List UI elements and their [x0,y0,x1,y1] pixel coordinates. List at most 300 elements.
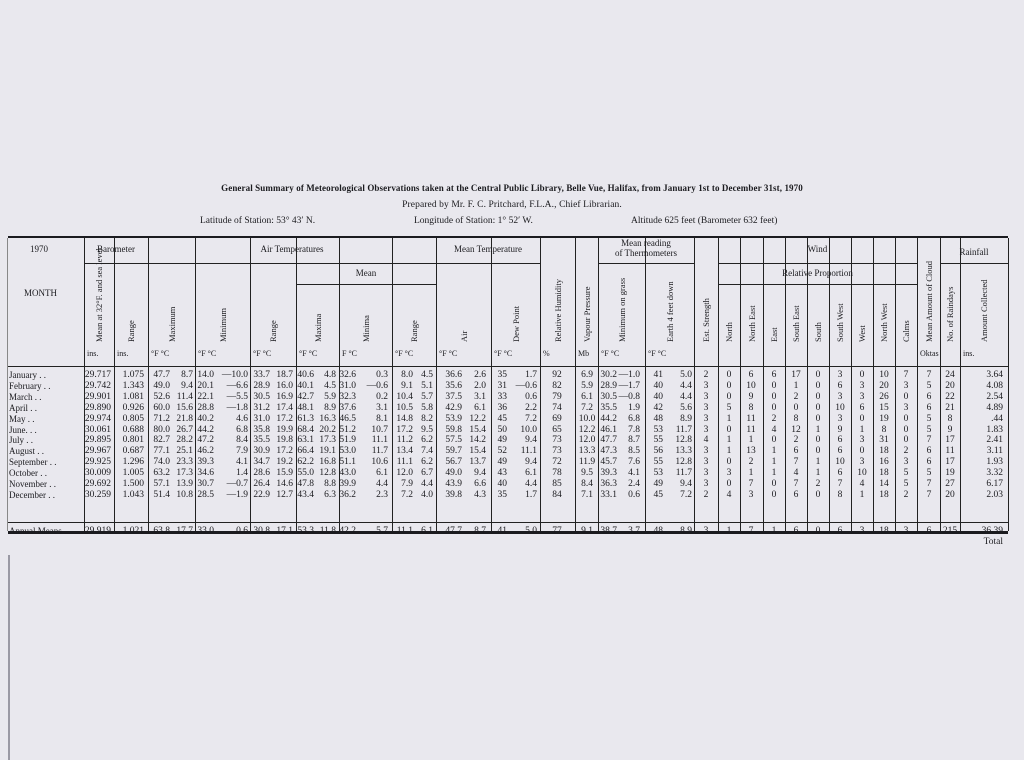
table-cell: 55.0 [297,468,314,479]
table-cell: 1 [726,446,732,457]
table-cell: 44.2 [600,413,617,424]
table-cell: 17.3 [176,468,193,479]
table-cell: 39.3 [197,457,214,468]
month-label: MONTH [24,288,57,298]
annual-means-value: 3 [703,526,709,536]
table-cell: 0 [903,391,909,402]
table-cell: 71.2 [153,413,170,424]
table-cell: 15.4 [469,424,486,435]
unit-label-amount: ins. [963,349,975,358]
table-cell: 11 [945,446,955,457]
table-cell: 40.6 [297,370,314,380]
table-cell: 5.8 [421,402,433,413]
table-cell: 3.1 [474,391,486,402]
table-cell: 0 [903,424,909,435]
annual-means-value: 3 [859,526,865,536]
table-cell: 4 [771,424,777,435]
altitude-text: Altitude 625 feet (Barometer 632 feet) [631,216,778,226]
table-cell: 33 [497,391,507,402]
table-cell: 21.8 [176,413,193,424]
table-cell: 8.9 [324,402,336,413]
table-cell: 49 [497,435,507,446]
table-cell: 3 [903,457,909,468]
annual-means-value: 215 [942,526,958,536]
unit-label-maxima: °F °C [299,349,318,358]
grid-vline [540,238,541,531]
of-thermometers-header: of Thermometers [614,248,678,258]
annual-means-value: 11.8 [319,526,336,536]
table-cell: —5.5 [226,391,248,402]
table-cell: 4.0 [421,489,433,500]
table-cell: 8.4 [236,435,248,446]
table-cell: 7.2 [525,413,537,424]
table-cell: 17 [945,435,955,446]
table-cell: 10.8 [176,489,193,500]
table-cell: 33.1 [600,489,617,500]
table-cell: 8.1 [376,413,388,424]
table-cell: 0.687 [122,446,144,457]
table-cell: 17.2 [396,424,413,435]
table-cell: 4.6 [236,413,248,424]
table-cell: 7.1 [581,489,593,500]
table-cell: 3 [703,468,709,479]
table-cell: 2 [703,370,709,380]
table-cell: 16.9 [276,391,293,402]
month-label-cell: August . . [9,446,45,457]
table-cell: 3 [859,380,865,391]
grid-hline [718,263,917,264]
table-cell: —6.6 [226,380,248,391]
annual-means-value: 1 [771,526,777,536]
annual-means-value: 0.6 [236,526,248,536]
table-cell: 12.2 [578,424,596,435]
table-cell: 56.7 [445,457,462,468]
column-header-maxima: Maxima [312,313,323,342]
table-cell: 4 [703,435,709,446]
table-cell: 30.061 [84,424,111,435]
table-cell: 0 [815,391,821,402]
table-cell: 28.2 [176,435,193,446]
table-cell: —1.0 [618,370,640,380]
table-cell: 47.2 [197,435,214,446]
table-cell: 35.6 [445,380,462,391]
table-cell: 68.4 [297,424,314,435]
table-cell: 8.7 [181,370,193,380]
table-cell: 11.2 [396,435,413,446]
table-cell: 16.3 [319,413,336,424]
table-cell: 85 [552,479,562,489]
table-cell: 11.7 [371,446,388,457]
table-cell: 0.801 [122,435,144,446]
table-cell: 0.2 [376,391,388,402]
table-cell: 13.3 [578,446,596,457]
annual-means-value: 5.0 [525,526,537,536]
table-cell: 42.9 [445,402,462,413]
table-cell: 11.1 [371,435,388,446]
table-cell: 36.3 [600,479,617,489]
table-cell: 35 [497,489,507,500]
table-cell: 8.5 [628,446,640,457]
table-cell: 17.2 [276,446,293,457]
table-cell: 9 [837,424,843,435]
table-cell: 5.7 [421,391,433,402]
table-cell: 18 [879,446,889,457]
table-cell: 6.17 [986,479,1003,489]
table-cell: 7.4 [421,446,433,457]
table-cell: 9.4 [525,435,537,446]
table-cell: 7 [926,489,932,500]
annual-means-value: 48 [653,526,663,536]
table-cell: 3 [703,402,709,413]
table-cell: 3 [726,468,732,479]
table-cell: 32.6 [339,370,356,380]
month-label-cell: July . . [9,435,34,446]
table-cell: 14.0 [197,370,214,380]
table-cell: 6 [748,370,754,380]
table-cell: 51.4 [153,489,170,500]
table-cell: 45 [653,489,663,500]
table-cell: 0 [815,370,821,380]
table-cell: 19.1 [319,446,336,457]
column-header-s: South [813,322,823,342]
table-cell: 0 [815,413,821,424]
table-cell: 6.1 [376,468,388,479]
table-cell: 82.7 [153,435,170,446]
table-cell: 6.2 [421,457,433,468]
table-cell: 40 [653,391,663,402]
unit-label-max: °F °C [151,349,170,358]
table-cell: 7.8 [628,424,640,435]
table-cell: 6 [926,457,932,468]
table-cell: 1 [815,457,821,468]
table-cell: 6.7 [421,468,433,479]
table-cell: 20.2 [319,424,336,435]
table-cell: 35.5 [600,402,617,413]
column-header-minima: Minima [360,315,371,342]
table-cell: 4.8 [324,370,336,380]
grid-vline [1008,238,1009,531]
table-cell: —1.8 [226,402,248,413]
column-header-cloud: Mean Amount of Cloud [923,261,934,342]
table-cell: 15.6 [176,402,193,413]
unit-label-rh: % [543,349,550,358]
table-cell: 6.8 [628,413,640,424]
table-cell: 4.08 [986,380,1003,391]
table-cell: 2.6 [474,370,486,380]
column-header-rh: Relative Humidity [552,278,563,342]
table-cell: 6.3 [324,489,336,500]
table-cell: 3 [748,489,754,500]
table-cell: 3 [703,380,709,391]
annual-means-value: 9.1 [581,526,593,536]
table-cell: 65 [552,424,562,435]
table-cell: 60.0 [153,402,170,413]
table-cell: 59.7 [445,446,462,457]
column-header-grass: Minimum on grass [616,277,627,342]
table-cell: 5.9 [324,391,336,402]
table-cell: 22.1 [197,391,214,402]
rainfall-header: Rainfall [959,247,989,257]
table-cell: 22 [945,391,955,402]
annual-means-value: 17.7 [176,526,193,536]
month-label-cell: September . . [9,457,57,468]
column-header-baro_range: Range [126,320,136,342]
column-header-nw: North West [879,303,889,342]
table-cell: 10.7 [371,424,388,435]
table-cell: 43.0 [339,468,356,479]
table-cell: 1 [771,446,777,457]
table-cell: 53 [653,468,663,479]
table-cell: 8.8 [324,479,336,489]
page-margin-line [8,555,10,760]
table-cell: 30.009 [84,468,111,479]
table-cell: 8 [881,424,887,435]
table-cell: —0.6 [515,380,537,391]
table-cell: 5 [926,468,932,479]
unit-label-vp: Mb [578,349,590,358]
unit-label-cloud: Oktas [920,349,939,358]
page-title: General Summary of Meteorological Observations taken at the Central Public Library, Belle Vue, Halifax, from January 1st to December 31st, 1970 [221,183,803,193]
table-cell: 8.9 [680,413,692,424]
table-cell: 13.7 [469,457,486,468]
table-cell: 0 [859,446,865,457]
grid-vline [7,238,8,531]
column-header-raindays: No. of Raindays [945,286,955,342]
table-cell: 53.0 [339,446,356,457]
table-cell: 3 [703,446,709,457]
table-cell: 6 [837,435,843,446]
table-cell: 14.6 [276,479,293,489]
table-cell: 74.0 [153,457,170,468]
table-cell: 5 [903,479,909,489]
table-cell: 43.4 [297,489,314,500]
table-cell: 3 [859,457,865,468]
table-cell: 78 [552,468,562,479]
table-cell: 9.4 [181,380,193,391]
table-cell: 28.8 [197,402,214,413]
table-cell: 30.9 [253,446,270,457]
table-cell: 2 [903,489,909,500]
table-cell: 19.8 [276,435,293,446]
month-label-cell: January . . [9,370,46,380]
table-cell: 29.895 [84,435,111,446]
table-cell: 30.5 [600,391,617,402]
table-cell: 1 [748,468,754,479]
table-cell: 7.9 [401,479,413,489]
annual-means-value: 30.8 [253,526,270,536]
table-cell: 9.5 [581,468,593,479]
table-cell: 9.4 [680,479,692,489]
table-cell: 12 [791,424,801,435]
table-cell: 13 [746,446,756,457]
table-cell: 15.4 [469,446,486,457]
annual-means-value: 42.2 [339,526,356,536]
column-header-sw: South West [835,303,845,342]
table-cell: 1.043 [122,489,144,500]
table-cell: 12.8 [319,468,336,479]
table-cell: —0.6 [366,380,388,391]
annual-means-value: 0 [815,526,821,536]
table-cell: 0 [903,413,909,424]
table-cell: 5.0 [680,370,692,380]
table-cell: 1.005 [122,468,144,479]
unit-label-minima: F °C [342,349,357,358]
table-cell: 51.2 [339,424,356,435]
table-cell: 5 [903,468,909,479]
table-cell: 0 [726,380,732,391]
table-cell: 7 [903,370,909,380]
table-cell: 4 [793,468,799,479]
table-cell: 80.0 [153,424,170,435]
annual-means-value: 33.0 [197,526,214,536]
total-label: Total [983,537,1003,547]
table-cell: 13.3 [675,446,692,457]
table-cell: 6.2 [421,435,433,446]
table-cell: 21 [945,402,955,413]
annual-means-value: 8.9 [680,526,692,536]
table-cell: 11.1 [396,457,413,468]
table-cell: 0 [771,479,777,489]
table-cell: 0 [815,435,821,446]
table-cell: 4.89 [986,402,1003,413]
table-cell: 3 [703,391,709,402]
year-label: 1970 [30,244,48,254]
table-cell: 1.7 [525,370,537,380]
table-cell: 0 [859,413,865,424]
table-cell: 7 [837,479,843,489]
table-cell: 3 [703,479,709,489]
table-cell: 1 [748,435,754,446]
table-cell: 48 [653,413,663,424]
table-cell: 40.2 [197,413,214,424]
column-header-mean_range: Range [409,320,419,342]
month-label-cell: May . . [9,413,35,424]
table-cell: 7 [793,479,799,489]
table-cell: 6.8 [236,424,248,435]
table-cell: 11 [746,413,756,424]
table-cell: 27 [945,479,955,489]
table-cell: 28.9 [253,380,270,391]
table-cell: 22.9 [253,489,270,500]
table-cell: 5 [726,402,732,413]
table-cell: 1.9 [628,402,640,413]
unit-label-air: °F °C [439,349,458,358]
table-cell: 35.8 [253,424,270,435]
table-cell: 36.2 [339,489,356,500]
unit-label-mean_range: °F °C [395,349,414,358]
table-cell: 45.7 [600,457,617,468]
table-cell: 1.500 [122,479,144,489]
month-label-cell: April . . [9,402,37,413]
column-header-max: Maximum [166,306,177,342]
table-cell: 29.717 [84,370,111,380]
table-cell: 3 [703,424,709,435]
table-cell: 55 [653,457,663,468]
table-cell: 31 [497,380,507,391]
table-cell: 4.1 [628,468,640,479]
table-cell: 25.1 [176,446,193,457]
table-cell: 7.2 [680,489,692,500]
table-cell: 29.967 [84,446,111,457]
table-cell: 31 [879,435,889,446]
column-header-air: Air [458,330,469,342]
table-cell: —10.0 [221,370,248,380]
table-cell: 47.3 [600,446,617,457]
table-cell: 26.4 [253,479,270,489]
table-cell: 7 [926,435,932,446]
table-cell: 52 [497,446,507,457]
prepared-by: Prepared by Mr. F. C. Pritchard, F.L.A., Chief Librarian. [402,200,622,210]
table-cell: 30.5 [253,391,270,402]
mean-reading-header: Mean reading [621,238,671,248]
table-cell: 10 [879,370,889,380]
table-cell: 7.6 [628,457,640,468]
annual-means-value: 11.1 [396,526,413,536]
table-cell: 46.5 [339,413,356,424]
mean-header: Mean [355,268,377,278]
table-cell: 5 [926,424,932,435]
table-cell: 84 [552,489,562,500]
table-cell: 2.4 [628,479,640,489]
table-cell: 1 [726,413,732,424]
table-cell: 37.5 [445,391,462,402]
table-cell: 3 [837,391,843,402]
table-cell: 55 [653,435,663,446]
grid-hline [718,284,917,285]
annual-means-value: 6.1 [421,526,433,536]
table-cell: 59.8 [445,424,462,435]
table-cell: 39.3 [600,468,617,479]
table-cell: 26.7 [176,424,193,435]
table-cell: 4.4 [680,380,692,391]
table-cell: 42.7 [297,391,314,402]
table-cell: 18.7 [276,370,293,380]
table-cell: 0 [815,402,821,413]
grid-hline [8,522,1008,523]
column-header-ne: North East [746,305,757,342]
table-cell: 17.4 [276,402,293,413]
table-cell: 66.4 [297,446,314,457]
column-header-strength: Est. Strength [701,298,711,342]
table-cell: 1.081 [122,391,144,402]
annual-means-value: 3 [903,526,909,536]
table-cell: 49.0 [445,468,462,479]
table-cell: 20 [879,380,889,391]
table-cell: 23.3 [176,457,193,468]
table-cell: 0 [815,446,821,457]
table-cell: 39.9 [339,479,356,489]
table-cell: 2 [793,435,799,446]
column-header-amount: Amount Collected [979,279,989,342]
table-cell: 8 [793,413,799,424]
table-cell: 50 [497,424,507,435]
table-cell: 1 [726,435,732,446]
table-cell: 7 [793,457,799,468]
table-cell: 35 [497,370,507,380]
table-cell: 28.9 [600,380,617,391]
annual-means-value: 8.7 [474,526,486,536]
table-cell: 12.8 [675,457,692,468]
table-cell: 2 [748,457,754,468]
table-cell: 2.0 [474,380,486,391]
table-cell: 0 [726,479,732,489]
table-cell: 0 [726,457,732,468]
column-header-dew: Dew Point [510,305,521,342]
table-cell: 30.7 [197,479,214,489]
annual-means-value: 17.1 [276,526,293,536]
table-cell: 15 [879,402,889,413]
table-cell: 1 [815,468,821,479]
